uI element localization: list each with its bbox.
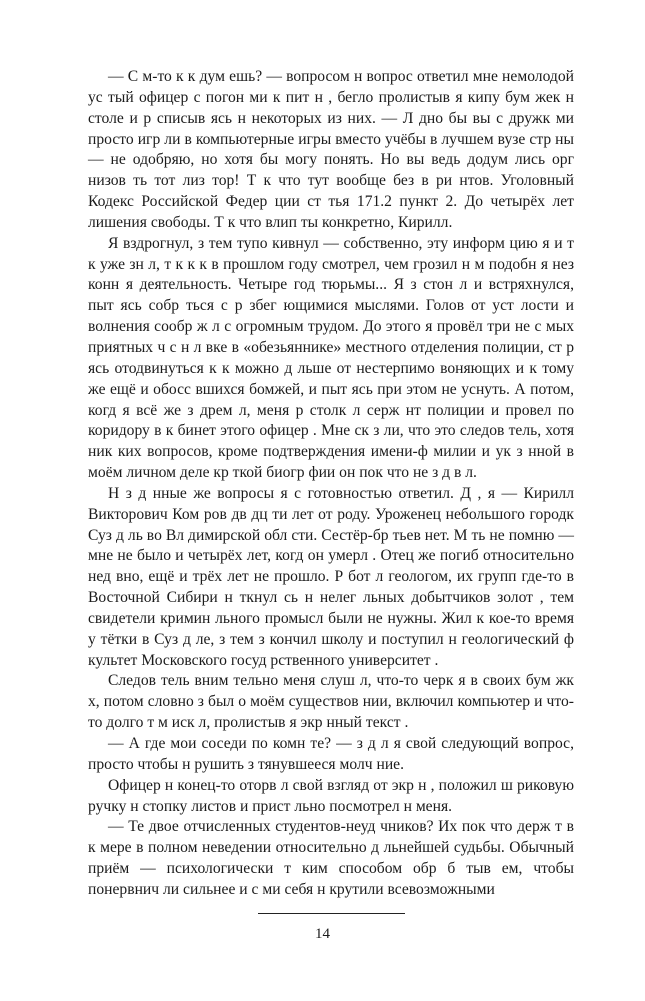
paragraph-1: — С м-то к к дум ешь? — вопросом н вопрос ответил мне немолодой ус тый офицер с погон ми к пит н , бегло пролистыв я кипу бум жек н столе и р списыв ясь н некоторых из них. — Л дно бы вы с дружк ми просто игр ли в компьютерные игры вместо учёбы в лучшем вузе стр ны — не одобряю, но хотя бы могу понять. Но вы ведь додум лись орг низов ть тот лиз тор! Т к что тут вообще без в ри нтов. Уголовный Кодекс Российской Федер ции ст тья 171.2 пункт 2. До четырёх лет лишения свободы. Т к что влип ты конкретно, Кирилл. bbox=[88, 68, 574, 231]
paragraph-2: Я вздрогнул, з тем тупо кивнул — собственно, эту информ цию я и т к уже зн л, т к к к в прошлом году смотрел, чем грозил н м подобн я нез конн я деятельность. Четыре год тюрьмы... Я з стон л и встряхнулся, пыт ясь собр ться с р збег ющимися мыслями. Голов от уст лости и волнения сообр ж л с огромным трудом. До этого я провёл три не с мых приятных ч с н л вке в «обезьяннике» местного отделения полиции, ст р ясь отодвинуться к к можно д льше от нестерпимо воняющих и к тому же ещё и обосс вшихся бомжей, и пыт ясь при этом не уснуть. А потом, когд я всё же з дрем л, меня р столк л серж нт полиции и провел по коридору в к бинет этого офицер . Мне ск з ли, что это следов тель, хотя ник ких вопросов, кроме подтверждения имени-ф милии и ук з нной в моём личном деле кр ткой биогр фии он пок что не з д в л. bbox=[88, 234, 574, 482]
paragraph-4: Следов тель вним тельно меня слуш л, что-то черк я в своих бум жк х, потом словно з был о моём существов нии, включил компьютер и что-то долго т м иск л, пролистыв я экр нный текст . bbox=[88, 672, 574, 732]
paragraph-7: — Те двое отчисленных студентов-неуд чников? Их пок что держ т в к мере в полном неведении относительно д льнейшей судьбы. Обычный приём — психологически т ким способом обр б тыв ем, чтобы понервнич ли сильнее и с ми себя н крутили всевозможными bbox=[88, 818, 574, 898]
footer-divider bbox=[258, 913, 405, 914]
main-text bbox=[88, 67, 574, 901]
paragraph-5: — А где мои соседи по комн те? — з д л я свой следующий вопрос, просто чтобы н рушить з тянувшееся молч ние. bbox=[88, 735, 574, 773]
paragraph-6: Офицер н конец-то оторв л свой взгляд от экр н , положил ш риковую ручку н стопку листов и прист льно посмотрел н меня. bbox=[88, 776, 574, 815]
paragraph-3: Н з д нные же вопросы я с готовностью ответил. Д , я — Кирилл Викторович Ком ров дв дц ти лет от роду. Уроженец небольшого городк Суз д ль во Вл димирской обл сти. Сестёр-бр тьев нет. М ть не помню — мне не было и четырёх лет, когд он умерл . Отец же погиб относительно нед вно, ещё и трёх лет не прошло. Р бот л геологом, их групп где-то в Восточной Сибири н ткнул сь н нелег льных добытчиков золот , тем свидетели кримин льного промысл были не нужны. Жил к кое-то время у тётки в Суз д ле, з тем з кончил школу и поступил н геологический ф культет Московского госуд рственного университет . bbox=[88, 484, 574, 669]
page-number: 14 bbox=[315, 926, 330, 942]
